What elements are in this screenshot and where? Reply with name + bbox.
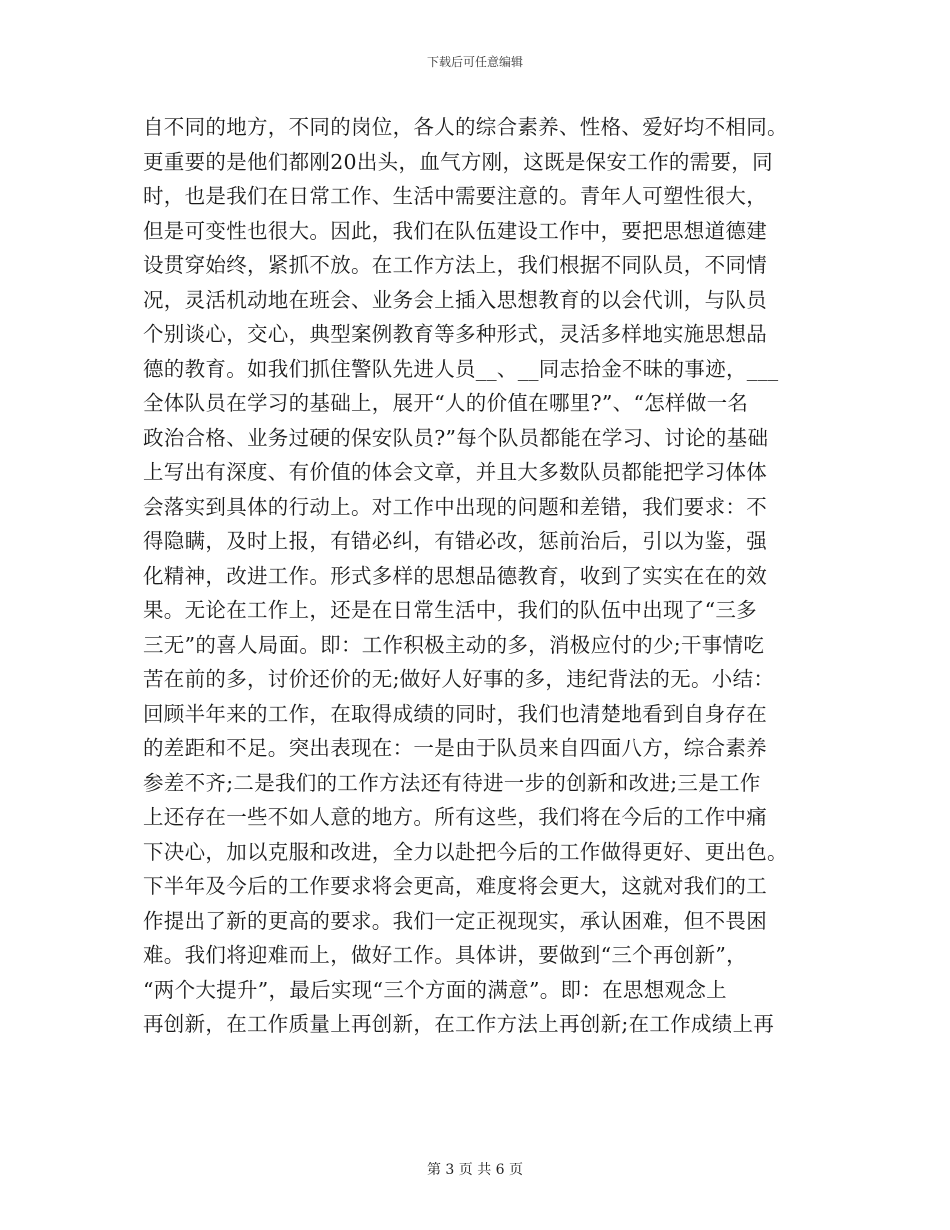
body-text-line: 下半年及今后的工作要求将会更高，难度将会更大，这就对我们的工 xyxy=(143,874,767,898)
body-text-line: 得隐瞒，及时上报，有错必纠，有错必改，惩前治后，引以为鉴，强 xyxy=(143,529,767,553)
page-number-footer: 第 3 页 共 6 页 xyxy=(426,1162,524,1178)
body-text-line: 果。无论在工作上，还是在日常生活中，我们的队伍中出现了“三多 xyxy=(143,598,757,622)
body-text-line: 化精神，改进工作。形式多样的思想品德教育，收到了实实在在的效 xyxy=(143,563,767,588)
body-text-line: “两个大提升”，最后实现“三个方面的满意”。即：在思想观念上 xyxy=(143,977,727,1002)
body-text-line: 会落实到具体的行动上。对工作中出现的问题和差错，我们要求：不 xyxy=(143,494,767,519)
page-header: 下载后可任意编辑 xyxy=(426,55,523,69)
body-text-line: 上还存在一些不如人意的地方。所有这些，我们将在今后的工作中痛 xyxy=(143,805,767,829)
body-text-line: 但是可变性也很大。因此，我们在队伍建设工作中，要把思想道德建 xyxy=(143,218,767,243)
body-text-line: 下决心，加以克服和改进，全力以赴把今后的工作做得更好、更出色。 xyxy=(143,839,788,864)
body-text-line: 况，灵活机动地在班会、业务会上插入思想教育的以会代训，与队员 xyxy=(143,287,767,312)
body-text-line: 时，也是我们在日常工作、生活中需要注意的。青年人可塑性很大， xyxy=(143,184,767,208)
document-body xyxy=(143,110,811,1042)
body-text-line: 自不同的地方，不同的岗位，各人的综合素养、性格、爱好均不相同。 xyxy=(143,115,788,139)
body-text-line: 个别谈心，交心，典型案例教育等多种形式，灵活多样地实施思想品 xyxy=(143,322,767,346)
body-text-line: 三无”的喜人局面。即：工作积极主动的多，消极应付的少;干事情吃 xyxy=(143,632,765,657)
body-text-line: 的差距和不足。突出表现在：一是由于队员来自四面八方，综合素养 xyxy=(143,736,767,760)
body-text-line: 苦在前的多，讨价还价的无;做好人好事的多，违纪背法的无。小结： xyxy=(143,667,775,691)
body-text-line: 作提出了新的更高的要求。我们一定正视现实，承认困难，但不畏困 xyxy=(143,908,767,933)
body-text-line: 德的教育。如我们抓住警队先进人员__、__同志拾金不昧的事迹，___ xyxy=(143,356,779,381)
body-text-line: 回顾半年来的工作，在取得成绩的同时，我们也清楚地看到自身存在 xyxy=(143,701,767,726)
body-text-line: 全体队员在学习的基础上，展开“人的价值在哪里?”、“怎样做一名 xyxy=(143,391,749,415)
body-text-line: 难。我们将迎难而上，做好工作。具体讲，要做到“三个再创新”， xyxy=(143,943,747,967)
body-text-line: 参差不齐;二是我们的工作方法还有待进一步的创新和改进;三是工作 xyxy=(143,770,761,795)
body-text-line: 上写出有深度、有价值的体会文章，并且大多数队员都能把学习体体 xyxy=(143,460,767,484)
body-text-line: 更重要的是他们都刚20出头，血气方刚，这既是保安工作的需要，同 xyxy=(143,149,773,174)
body-text-line: 设贯穿始终，紧抓不放。在工作方法上，我们根据不同队员，不同情 xyxy=(143,253,767,277)
body-text-line: 政治合格、业务过硬的保安队员?”每个队员都能在学习、讨论的基础 xyxy=(143,425,769,450)
body-text-line: 再创新，在工作质量上再创新，在工作方法上再创新;在工作成绩上再 xyxy=(143,1012,775,1036)
